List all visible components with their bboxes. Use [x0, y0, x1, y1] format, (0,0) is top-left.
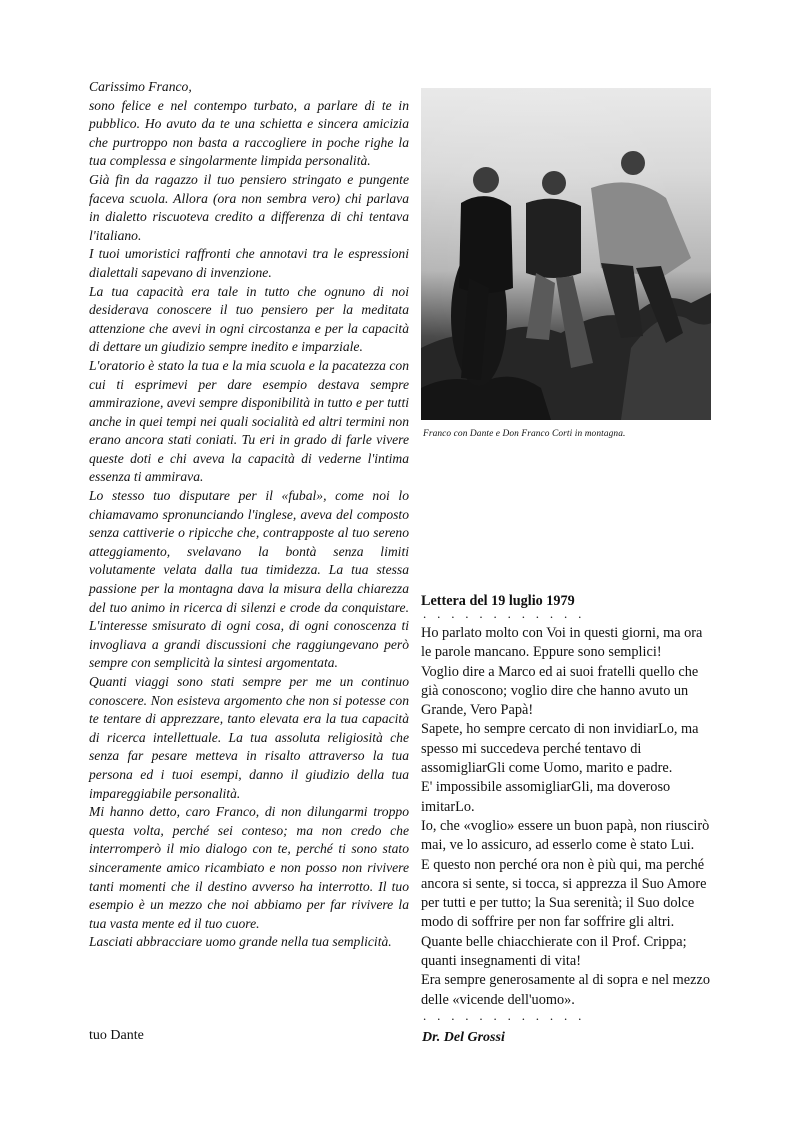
- paragraph: Io, che «voglio» essere un buon papà, non riuscirò mai, ve lo assicuro, ad esserlo come è stato Lui.: [421, 817, 710, 854]
- paragraph: Quanti viaggi sono stati sempre per me un continuo conoscere. Non esisteva argomento che non si potesse con te tentare di apprezzare, tanto elevata era la tua capacità di ricerca intellettuale. La tua assoluta religiosità che senza far pesare metteva in risalto attraverso la tua persona ed i tuoi esempi, danno il giudizio della tua impareggiabile personalità.: [89, 674, 409, 801]
- paragraph: Era sempre generosamente al di sopra e nel mezzo delle «vicende dell'uomo».: [421, 972, 710, 1008]
- ellipsis-bottom: . . . . . . . . . . . .: [423, 1008, 586, 1023]
- paragraph: Ho parlato molto con Voi in questi giorni, ma ora le parole mancano. Eppure sono semplici!: [421, 625, 703, 661]
- paragraph: E questo non perché ora non è più qui, ma perché ancora si sente, si tocca, si apprezza il Suo Amore per tutti e per tutto; la Sua serenità; il Suo dolce modo di soffrire per non far soffrire gli altri.: [421, 856, 707, 931]
- left-signoff: tuo Dante: [89, 1028, 144, 1043]
- paragraph: E' impossibile assomigliarGli, ma doveroso imitarLo.: [421, 779, 671, 815]
- photo-caption: Franco con Dante e Don Franco Corti in montagna.: [423, 429, 626, 439]
- paragraph: La tua capacità era tale in tutto che ognuno di noi desiderava conoscere il tuo pensiero per la meditata attenzione che avevi in ogni circostanza e per la capacità di dettare un giudizio sempre inedito e imparziale.: [89, 283, 409, 355]
- ellipsis-top: . . . . . . . . . . . .: [423, 606, 586, 621]
- letter-right-column: [421, 624, 713, 1010]
- paragraph: sono felice e nel contempo turbato, a parlare di te in pubblico. Ho avuto da te una schietta e sincera amicizia che purtroppo non basta a raccogliere in poche righe la tua complessa e singolarmente limpida personalità.: [89, 97, 409, 169]
- signature: Dr. Del Grossi: [422, 1030, 505, 1045]
- paragraph: Mi hanno detto, caro Franco, di non dilungarmi troppo questa volta, perché sei conteso; ma non credo che interromperò il mio dialogo con te, perché ti sono stato sinceramente amico ricambiato e non posso non rivivere tanti momenti che il destino avverso ha interrotto. Il tuo esempio è un mezzo che noi abbiamo per far rivivere la tua vasta mente ed il tuo cuore.: [89, 804, 409, 931]
- paragraph: Voglio dire a Marco ed ai suoi fratelli quello che già conoscono; voglio dire che hanno avuto un Grande, Vero Papà!: [421, 663, 699, 719]
- letter-left-column: [89, 78, 409, 952]
- paragraph: Già fin da ragazzo il tuo pensiero stringato e pungente faceva scuola. Allora (ora non sembra vero) chi parlava in dialetto riscuoteva credito a differenza di chi tentava l'italiano.: [89, 171, 409, 243]
- mountain-photo: [421, 88, 711, 420]
- paragraph: L'oratorio è stato la tua e la mia scuola e la pacatezza con cui ti esprimevi per dare esempio destava sempre ammirazione, avevi sempre disponibilità in tutto e per tutti anche in quei tempi nei quali socialità ed altri termini non erano ancora stati coniati. Tu eri in grado di farle vivere queste doti e chi aveva la capacità di vederne l'intima essenza ti ammirava.: [89, 357, 409, 485]
- letter-heading: Lettera del 19 luglio 1979: [421, 593, 575, 609]
- paragraph: I tuoi umoristici raffronti che annotavi tra le espressioni dialettali sapevano di invenzione.: [89, 246, 409, 280]
- closing-line: Lasciati abbracciare uomo grande nella tua semplicità.: [89, 934, 392, 950]
- paragraph: Lo stesso tuo disputare per il «fubal», come noi lo chiamavamo spronunciando l'inglese, aveva del composto senza cattiverie o ripicche che, contrapposte al tuo sereno atteggiamento, svelavano la bontà senza limiti volutamente velata dalla tua timidezza. La tua stessa passione per la montagna dava la misura della chiarezza del tuo animo in ricerca di silenzi e crode da conquistare. L'interesse smisurato di ogni cosa, di ogni conoscenza ti invogliava a grandi discussioni che raggiungevano però sempre con semplicità la sintesi argomentata.: [89, 488, 409, 671]
- salutation: Carissimo Franco,: [89, 79, 192, 94]
- paragraph: Sapete, ho sempre cercato di non invidiarLo, ma spesso mi succedeva perché tentavo di assomigliarGli come Uomo, marito e padre.: [421, 721, 699, 777]
- paragraph: Quante belle chiacchierate con il Prof. Crippa; quanti insegnamenti di vita!: [421, 933, 687, 970]
